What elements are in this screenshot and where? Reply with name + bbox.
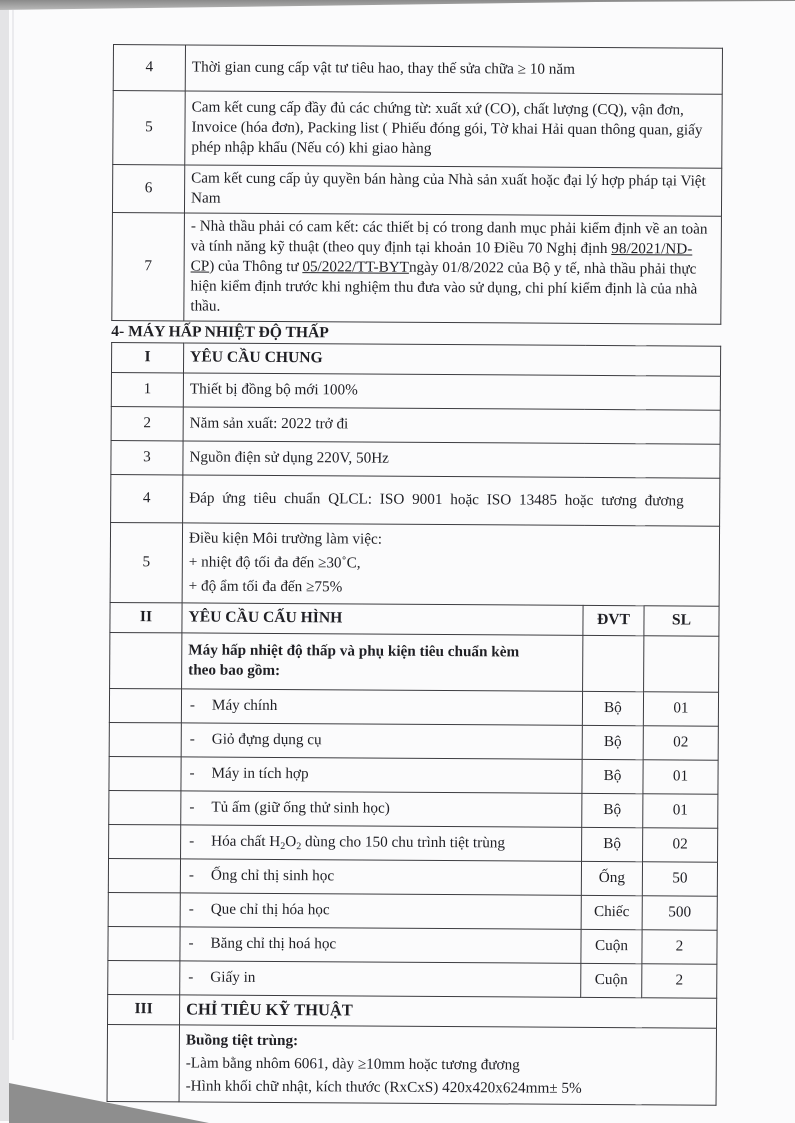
empty-cell bbox=[108, 926, 180, 960]
spec-line: -Hình khối chữ nhật, kích thước (RxCxS) 420x420x624mm± 5% bbox=[185, 1077, 582, 1097]
item-label: Băng chỉ thị hoá học bbox=[210, 934, 337, 953]
empty-cell bbox=[109, 824, 181, 858]
document-page bbox=[107, 44, 723, 1106]
bullet: - bbox=[189, 832, 195, 850]
item-unit: Bộ bbox=[582, 691, 643, 725]
table-row bbox=[108, 960, 717, 998]
row-number: 4 bbox=[111, 474, 183, 522]
row-text: Thiết bị đồng bộ mới 100% bbox=[183, 373, 720, 410]
bullet: - bbox=[189, 730, 195, 748]
row-number: 4 bbox=[113, 45, 185, 91]
item-label: O bbox=[285, 833, 297, 851]
commitments-table bbox=[111, 44, 723, 325]
item-label: Tủ ấm (giữ ống thử sinh học) bbox=[211, 798, 390, 817]
subscript: 2 bbox=[280, 841, 286, 853]
item-unit: Bộ bbox=[582, 793, 643, 827]
circular-link[interactable]: 05/2022/TT-BYT bbox=[302, 258, 410, 276]
item-label: Hóa chất H bbox=[211, 832, 281, 851]
item-qty: 01 bbox=[643, 794, 718, 828]
item-label: Que chỉ thị hóa học bbox=[210, 900, 330, 919]
text-line: Điều kiện Môi trường làm việc: bbox=[188, 529, 383, 548]
item-label: Giỏ đựng dụng cụ bbox=[211, 730, 322, 749]
table-row bbox=[109, 756, 718, 794]
item-label: Máy chính bbox=[211, 696, 278, 715]
table-row bbox=[111, 406, 720, 444]
table-row bbox=[108, 892, 717, 930]
bullet: - bbox=[189, 798, 195, 816]
table-row bbox=[112, 165, 721, 217]
text-line: + nhiệt độ tối đa đến ≥30˚C, bbox=[188, 553, 361, 572]
table-row bbox=[109, 790, 718, 828]
part-number: II bbox=[110, 602, 182, 632]
row-number: 6 bbox=[112, 165, 184, 213]
text-segment: ) của Thông tư bbox=[209, 257, 303, 276]
empty-cell bbox=[108, 960, 180, 994]
row-text bbox=[184, 213, 722, 324]
row-text: Năm sản xuất: 2022 trở đi bbox=[183, 407, 720, 444]
part-title: YÊU CẦU CHUNG bbox=[183, 343, 720, 376]
table-row bbox=[111, 474, 720, 526]
item-qty: 500 bbox=[642, 896, 717, 930]
table-row bbox=[111, 372, 720, 410]
item-label: Giấy in bbox=[210, 968, 256, 986]
item-unit: Bộ bbox=[582, 725, 643, 759]
scan-left-edge bbox=[0, 0, 9, 1121]
row-number: 1 bbox=[111, 372, 183, 406]
table-row bbox=[113, 45, 722, 95]
row-text: Nguồn điện sử dụng 220V, 50Hz bbox=[183, 441, 720, 478]
section-heading: 4- MÁY HẤP NHIỆT ĐỘ THẤP bbox=[111, 322, 329, 342]
item-unit: Cuộn bbox=[581, 963, 642, 997]
table-row bbox=[112, 212, 722, 324]
empty-cell bbox=[644, 636, 719, 692]
unit-column-header: ĐVT bbox=[583, 605, 644, 635]
item-name bbox=[180, 961, 581, 997]
row-text bbox=[182, 523, 719, 606]
item-qty: 01 bbox=[643, 760, 718, 794]
config-intro: Máy hấp nhiệt độ thấp và phụ kiện tiêu chuẩn kèm theo bao gồm: bbox=[182, 633, 583, 691]
part-title: CHỈ TIÊU KỸ THUẬT bbox=[180, 995, 717, 1028]
part-header-row bbox=[110, 602, 719, 636]
item-name bbox=[181, 689, 582, 725]
table-row bbox=[109, 824, 718, 862]
row-number: 5 bbox=[110, 522, 182, 602]
part-number: I bbox=[111, 342, 183, 372]
scan-top-edge bbox=[0, 0, 795, 10]
empty-cell bbox=[583, 635, 644, 691]
part-header-row bbox=[111, 342, 720, 376]
text-line: + độ ẩm tối đa đến ≥75% bbox=[188, 577, 343, 596]
table-row bbox=[113, 91, 722, 169]
item-name bbox=[181, 757, 582, 793]
empty-cell bbox=[109, 688, 181, 722]
bullet: - bbox=[188, 900, 194, 918]
item-qty: 2 bbox=[642, 964, 717, 998]
table-row bbox=[107, 1024, 716, 1105]
table-row bbox=[108, 926, 717, 964]
bullet: - bbox=[188, 866, 195, 884]
row-number: 2 bbox=[111, 406, 183, 440]
empty-cell bbox=[109, 790, 181, 824]
text-segment: ngày 01/8/2022 của Bộ y tế, nhà thầu phải thực hiện kiểm định trước khi nghiệm thu đưa vào sử dụng, chi phí kiểm định là của nhà thầu. bbox=[190, 258, 698, 315]
item-label: Ống chỉ thị sinh học bbox=[210, 866, 335, 885]
item-name bbox=[180, 927, 581, 963]
qty-column-header: SL bbox=[644, 606, 719, 636]
item-name bbox=[180, 859, 581, 895]
bullet: - bbox=[188, 968, 194, 986]
table-row bbox=[109, 722, 718, 760]
item-unit: Ống bbox=[581, 861, 642, 895]
table-row bbox=[108, 858, 717, 896]
item-label: Máy in tích hợp bbox=[211, 764, 309, 783]
spec-table bbox=[107, 342, 722, 1106]
empty-cell bbox=[107, 1024, 179, 1101]
item-qty: 02 bbox=[643, 828, 718, 862]
item-unit: Bộ bbox=[582, 759, 643, 793]
part-title: YÊU CẦU CẤU HÌNH bbox=[182, 603, 583, 635]
spec-line: -Làm bằng nhôm 6061, dày ≥10mm hoặc tương đương bbox=[185, 1054, 520, 1074]
table-row bbox=[110, 522, 719, 606]
item-name bbox=[181, 825, 582, 861]
part-header-row bbox=[108, 994, 717, 1028]
item-qty: 50 bbox=[642, 862, 717, 896]
decree-link[interactable]: 98/2021/ND-CP bbox=[190, 240, 693, 275]
row-text: Thời gian cung cấp vật tư tiêu hao, thay thế sửa chữa ≥ 10 năm bbox=[185, 45, 722, 94]
empty-cell bbox=[109, 756, 181, 790]
bullet: - bbox=[189, 764, 195, 782]
table-row bbox=[109, 688, 718, 726]
item-name bbox=[181, 791, 582, 827]
empty-cell bbox=[110, 632, 182, 688]
item-unit: Cuộn bbox=[581, 929, 642, 963]
item-name bbox=[181, 723, 582, 759]
spec-text bbox=[179, 1025, 716, 1105]
row-text: Cam kết cung cấp đầy đủ các chứng từ: xuất xứ (CO), chất lượng (CQ), vận đơn, Invoice (hóa đơn), Packing list ( Phiếu đóng gói, Tờ khai Hải quan thông quan, giấy phép nhập khẩu (Nếu có) khi giao hàng bbox=[185, 91, 722, 168]
row-number: 7 bbox=[112, 212, 185, 320]
item-label: dùng cho 150 chu trình tiệt trùng bbox=[301, 833, 506, 852]
bullet: - bbox=[188, 934, 194, 952]
subscript: 2 bbox=[296, 841, 302, 853]
empty-cell bbox=[109, 722, 181, 756]
item-qty: 2 bbox=[642, 930, 717, 964]
table-row bbox=[111, 440, 720, 478]
bullet: - bbox=[189, 696, 196, 714]
table-row bbox=[110, 632, 719, 692]
item-qty: 01 bbox=[643, 692, 718, 726]
item-name bbox=[180, 893, 581, 929]
row-number: 5 bbox=[113, 91, 185, 165]
part-number: III bbox=[108, 994, 180, 1024]
empty-cell bbox=[108, 858, 180, 892]
scan-fold-line bbox=[12, 10, 14, 1040]
text-segment: - Nhà thầu phải có cam kết: các thiết bị có trong danh mục phải kiểm định về an toàn và tính năng kỹ thuật (theo quy định tại khoản 10 Điều 70 Nghị định bbox=[190, 217, 708, 258]
row-number: 3 bbox=[111, 440, 183, 474]
row-text: Cam kết cung cấp ủy quyền bán hàng của Nhà sản xuất hoặc đại lý hợp pháp tại Việt Nam bbox=[184, 165, 721, 216]
row-text: Đáp ứng tiêu chuẩn QLCL: ISO 9001 hoặc ISO 13485 hoặc tương đương bbox=[183, 475, 720, 526]
item-qty: 02 bbox=[643, 726, 718, 760]
item-unit: Chiếc bbox=[581, 895, 642, 929]
item-unit: Bộ bbox=[582, 827, 643, 861]
spec-subtitle: Buồng tiệt trùng: bbox=[185, 1031, 299, 1050]
empty-cell bbox=[108, 892, 180, 926]
